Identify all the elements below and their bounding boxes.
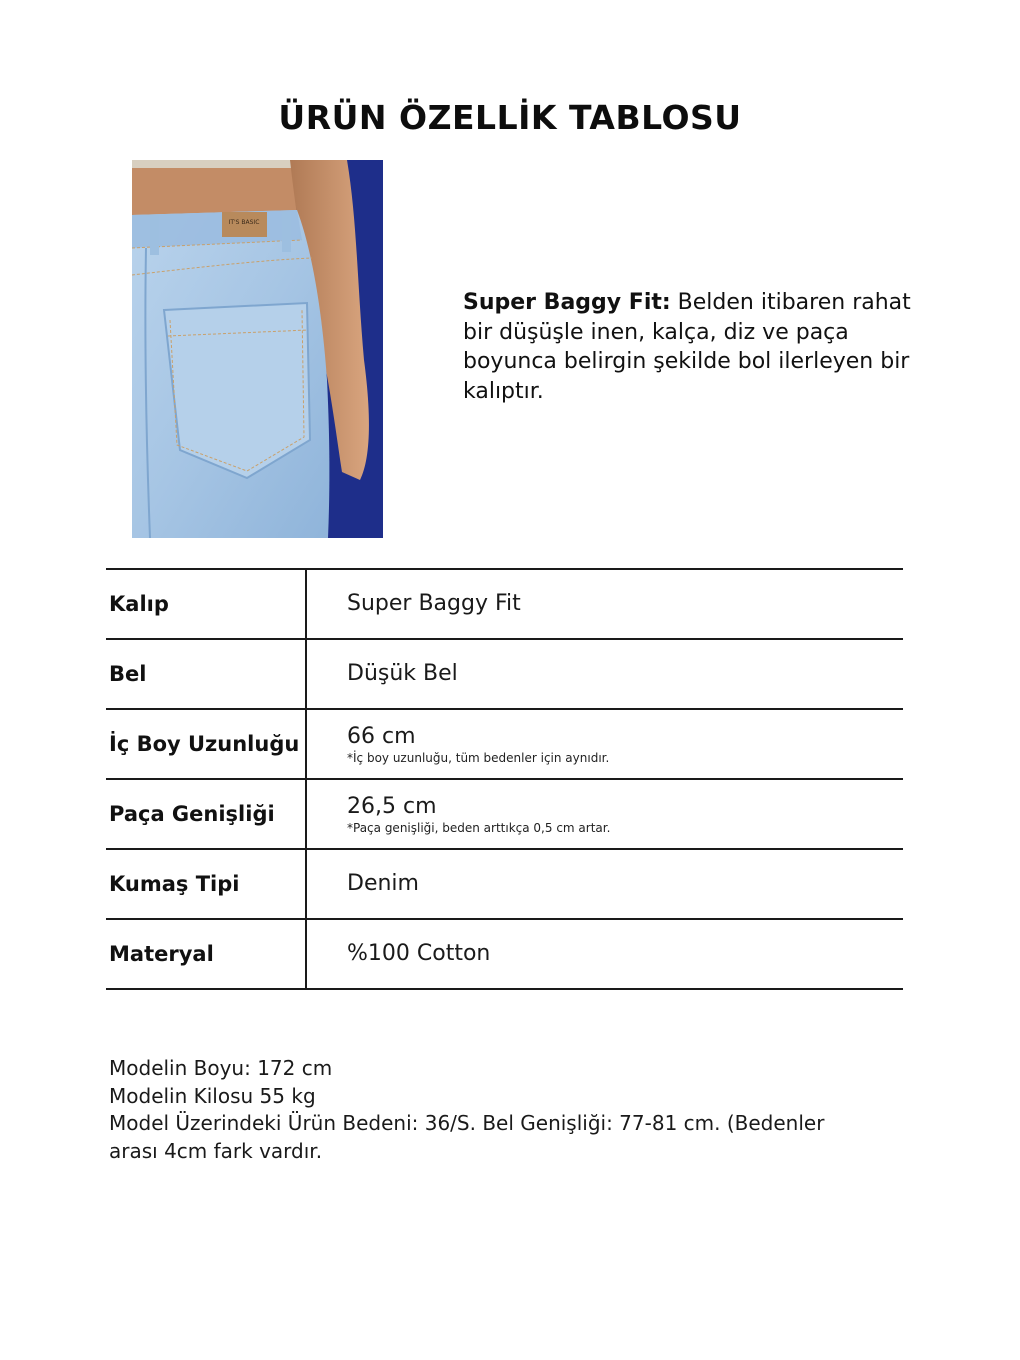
- spec-row-materyal: [106, 918, 903, 990]
- spec-table: [106, 568, 903, 990]
- spec-label: İç Boy Uzunluğu: [106, 710, 307, 778]
- spec-value-main: 66 cm: [347, 723, 416, 749]
- spec-row-bel: [106, 638, 903, 708]
- spec-value-main: Super Baggy Fit: [347, 591, 521, 616]
- spec-row-ic-boy: [106, 708, 903, 778]
- spec-label: Materyal: [106, 920, 307, 988]
- spec-row-paca: [106, 778, 903, 848]
- spec-label: Kalıp: [106, 570, 307, 638]
- spec-value: [347, 710, 903, 778]
- spec-value: [347, 640, 903, 708]
- spec-label: Kumaş Tipi: [106, 850, 307, 918]
- fit-description: [463, 288, 923, 406]
- fit-description-text: Belden itibaren rahat bir düşüşle inen, kalça, diz ve paça boyunca belirgin şekilde bol ilerleyen bir kalıptır.: [463, 290, 911, 404]
- model-size-note: arası 4cm fark vardır.: [109, 1138, 323, 1163]
- spec-value-main: Düşük Bel: [347, 661, 458, 686]
- spec-value: [347, 850, 903, 918]
- product-photo: [132, 160, 383, 538]
- spec-value: [347, 780, 903, 848]
- spec-row-kalip: [106, 568, 903, 638]
- label-text: IT'S BASIC: [228, 219, 260, 226]
- model-height: Modelin Boyu: 172 cm: [109, 1056, 333, 1080]
- spec-value: [347, 570, 903, 638]
- spec-value-main: Denim: [347, 871, 419, 896]
- spec-value-note: *Paça genişliği, beden arttıkça 0,5 cm artar.: [347, 820, 611, 835]
- fit-name: Super Baggy Fit:: [463, 290, 671, 315]
- spec-value: [347, 920, 903, 988]
- spec-row-kumas: [106, 848, 903, 918]
- page-title: ÜRÜN ÖZELLİK TABLOSU: [278, 98, 742, 137]
- spec-label: Paça Genişliği: [106, 780, 307, 848]
- model-weight: Modelin Kilosu 55 kg: [109, 1083, 316, 1108]
- model-info: [109, 1055, 909, 1165]
- model-size: Model Üzerindeki Ürün Bedeni: 36/S. Bel Genişliği: 77-81 cm. (Bedenler: [109, 1111, 825, 1135]
- spec-value-note: *İç boy uzunluğu, tüm bedenler için aynıdır.: [347, 750, 610, 765]
- spec-label: Bel: [106, 640, 307, 708]
- spec-value-main: 26,5 cm: [347, 793, 437, 819]
- spec-value-main: %100 Cotton: [347, 941, 491, 966]
